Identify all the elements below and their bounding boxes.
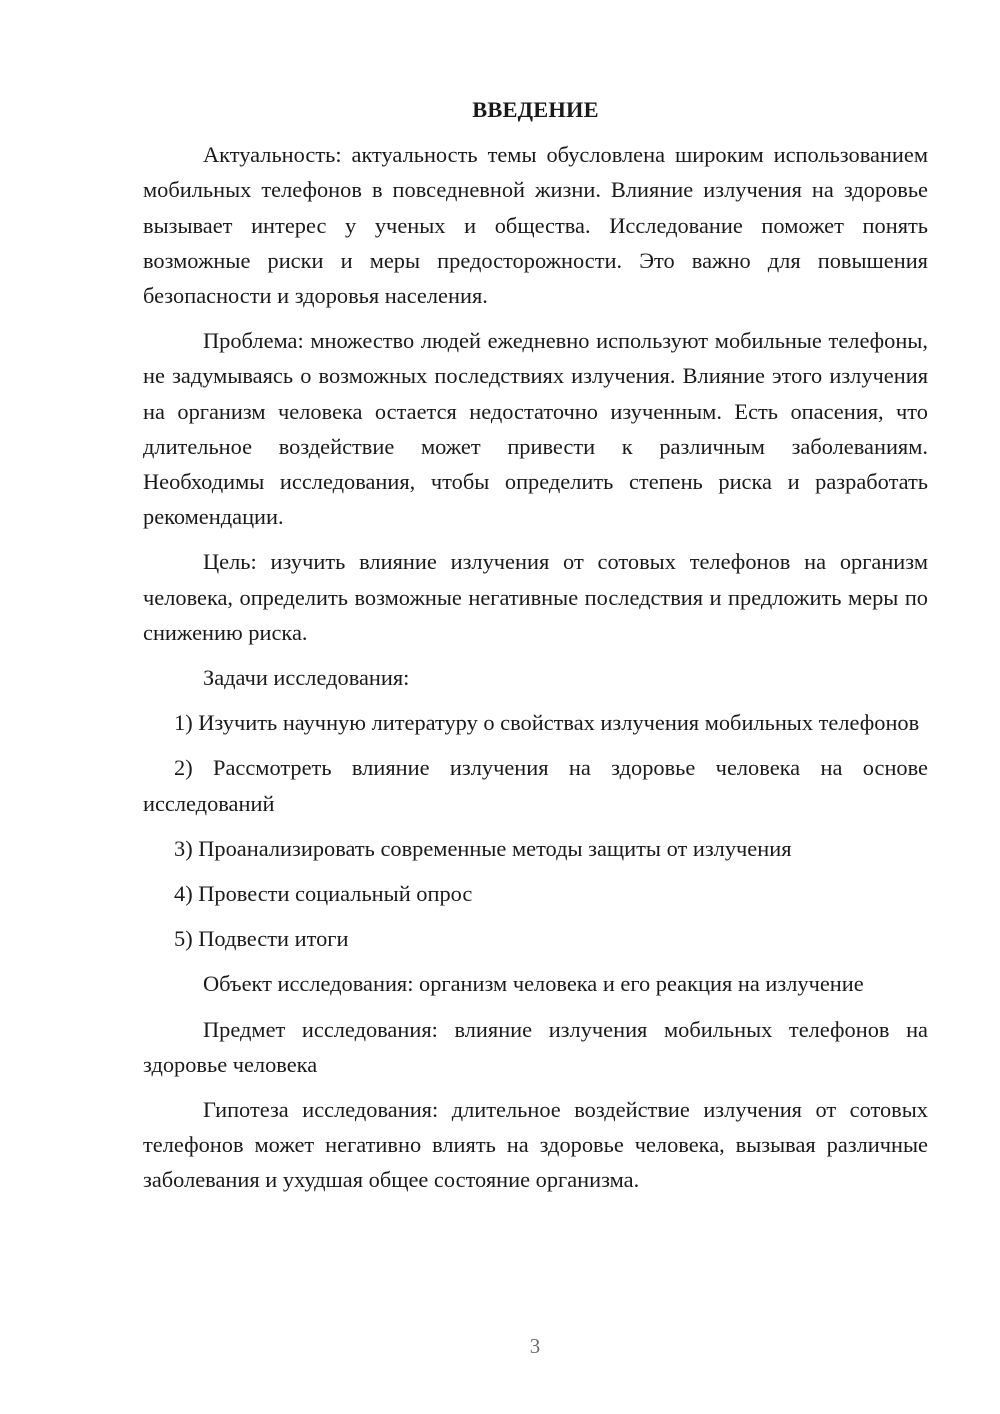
tasks-heading: Задачи исследования: [203,665,410,691]
task-item-1: 1) Изучить научную литературу о свойствах излучения мобильных телефонов [174,710,920,736]
object-paragraph: Объект исследования: организм человека и его реакция на излучение [203,971,864,997]
goal-paragraph: Цель: изучить влияние излучения от сотовых телефонов на организм человека, определить возможные негативные последствия и предложить меры по снижению риска. [143,549,928,645]
document-page [143,92,928,1198]
task-item-2: 2) Рассмотреть влияние излучения на здоровье человека на основе исследований [143,755,928,816]
problem-paragraph: Проблема: множество людей ежедневно используют мобильные телефоны, не задумываясь о возможных последствиях излучения. Влияние этого излучения на организм человека остается недостаточно изученным. Есть опасения, что длительное воздействие может привести к различным заболеваниям. Необходимы исследования, чтобы определить степень риска и разработать рекомендации. [143,328,928,530]
hypothesis-paragraph: Гипотеза исследования: длительное воздействие излучения от сотовых телефонов может негативно влиять на здоровье человека, вызывая различные заболевания и ухудшая общее состояние организма. [143,1097,928,1193]
section-title: ВВЕДЕНИЕ [472,97,599,122]
task-item-3: 3) Проанализировать современные методы защиты от излучения [174,835,792,861]
subject-paragraph: Предмет исследования: влияние излучения мобильных телефонов на здоровье человека [143,1016,928,1077]
task-item-4: 4) Провести социальный опрос [174,881,473,907]
page-number: 3 [529,1334,541,1358]
relevance-paragraph: Актуальность: актуальность темы обусловлена широким использованием мобильных телефонов в повседневной жизни. Влияние излучения на здоровье вызывает интерес у ученых и общества. Исследование поможет понять возможные риски и меры предосторожности. Это важно для повышения безопасности и здоровья населения. [143,142,928,309]
task-item-5: 5) Подвести итоги [174,926,349,952]
